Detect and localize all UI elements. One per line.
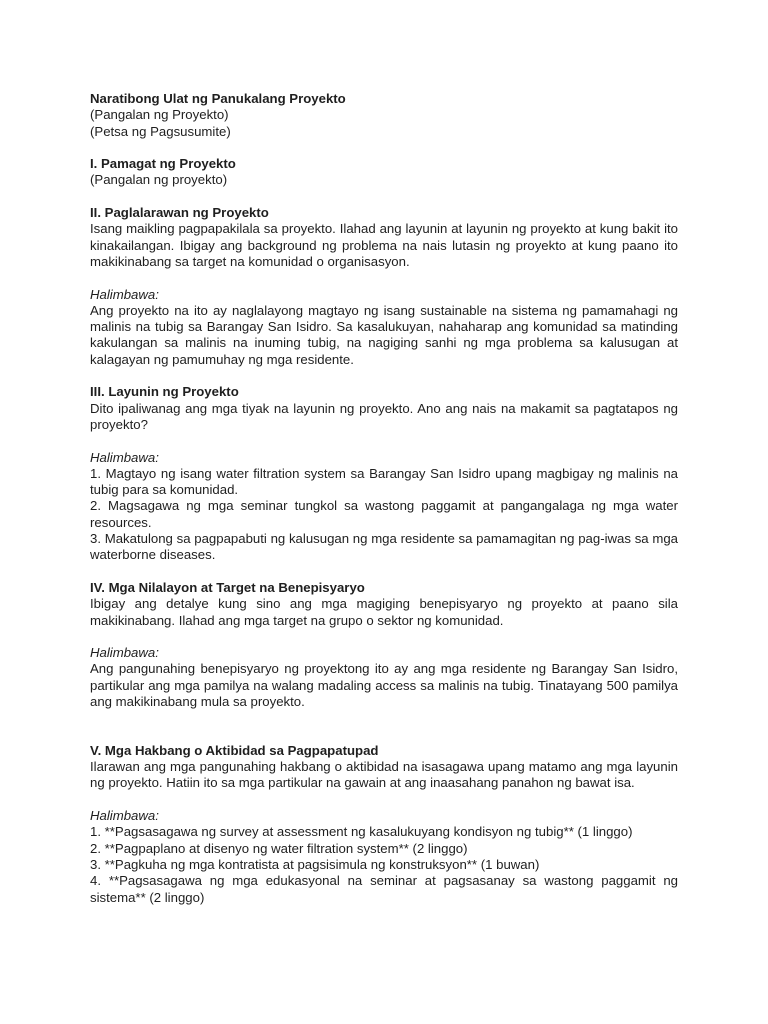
spacer bbox=[90, 189, 678, 205]
spacer bbox=[90, 368, 678, 384]
section-4-example-label: Halimbawa: bbox=[90, 645, 159, 661]
submission-date-placeholder: (Petsa ng Pagsusumite) bbox=[90, 123, 231, 139]
section-5-example-label: Halimbawa: bbox=[90, 808, 159, 824]
list-item: 2. **Pagpaplano at disenyo ng water filtration system** (2 linggo) bbox=[90, 840, 468, 856]
section-1-heading: I. Pamagat ng Proyekto bbox=[90, 156, 236, 172]
list-item: 2. Magsagawa ng mga seminar tungkol sa wastong paggamit at pangangalaga ng mga water resources. bbox=[90, 498, 678, 530]
list-item: 3. Makatulong sa pagpapabuti ng kalusugan ng mga residente sa pamamagitan ng pag-iwas sa mga waterborne diseases. bbox=[90, 531, 678, 563]
list-item: 1. Magtayo ng isang water filtration system sa Barangay San Isidro upang magbigay ng malinis na tubig para sa komunidad. bbox=[90, 465, 678, 498]
spacer bbox=[90, 140, 678, 156]
section-4-body: Ibigay ang detalye kung sino ang mga magiging benepisyaryo ng proyekto at paano sila makikinabang. Ilahad ang mga target na grupo o sektor ng komunidad. bbox=[90, 596, 678, 628]
spacer bbox=[90, 792, 678, 808]
spacer bbox=[90, 727, 678, 743]
section-3-example-label: Halimbawa: bbox=[90, 449, 159, 465]
section-4-heading: IV. Mga Nilalayon at Target na Benepisyaryo bbox=[90, 579, 365, 595]
section-5-body: Ilarawan ang mga pangunahing hakbang o aktibidad na isasagawa upang matamo ang mga layunin ng proyekto. Hatiin ito sa mga partikular na gawain at ang inaasahang panahon ng bawat isa. bbox=[90, 759, 678, 791]
list-item: 4. **Pagsasagawa ng mga edukasyonal na seminar at pagsasanay sa wastong paggamit ng sistema** (2 linggo) bbox=[90, 873, 678, 905]
spacer bbox=[90, 710, 678, 726]
section-1-body: (Pangalan ng proyekto) bbox=[90, 172, 228, 188]
section-2-example: Ang proyekto na ito ay naglalayong magtayo ng isang sustainable na sistema ng pamamahagi ng malinis na tubig sa Barangay San Isidro. Sa kasalukuyan, nahaharap ang komunidad sa matinding kakulangan sa malinis na inuming tubig, na nagiging sanhi ng mga problema sa kalusugan at kalagayan ng pamumuhay ng mga residente. bbox=[90, 302, 678, 367]
section-5-steps-list bbox=[90, 824, 678, 905]
section-3-objectives-list bbox=[90, 466, 678, 564]
spacer bbox=[90, 564, 678, 580]
spacer bbox=[90, 270, 678, 286]
document-title: Naratibong Ulat ng Panukalang Proyekto bbox=[90, 91, 346, 106]
project-name-placeholder: (Pangalan ng Proyekto) bbox=[90, 107, 229, 123]
spacer bbox=[90, 629, 678, 645]
spacer bbox=[90, 433, 678, 449]
section-2-heading: II. Paglalarawan ng Proyekto bbox=[90, 205, 269, 221]
section-3-heading: III. Layunin ng Proyekto bbox=[90, 384, 239, 400]
section-5-heading: V. Mga Hakbang o Aktibidad sa Pagpapatupad bbox=[90, 742, 379, 758]
section-3-body: Dito ipaliwanag ang mga tiyak na layunin ng proyekto. Ano ang nais na makamit sa pagtatapos ng proyekto? bbox=[90, 400, 678, 432]
section-4-example: Ang pangunahing benepisyaryo ng proyektong ito ay ang mga residente ng Barangay San Isidro, partikular ang mga pamilya na walang madaling access sa malinis na tubig. Tinatayang 500 pamilya ang makikinabang mula sa proyekto. bbox=[90, 661, 678, 709]
section-2-example-label: Halimbawa: bbox=[90, 286, 159, 302]
list-item: 1. **Pagsasagawa ng survey at assessment ng kasalukuyang kondisyon ng tubig** (1 linggo) bbox=[90, 824, 633, 840]
list-item: 3. **Pagkuha ng mga kontratista at pagsisimula ng konstruksyon** (1 buwan) bbox=[90, 856, 540, 872]
section-2-body: Isang maikling pagpapakilala sa proyekto. Ilahad ang layunin at layunin ng proyekto at kung bakit ito kinakailangan. Ibigay ang background ng problema na nais lutasin ng proyekto at kung paano ito makikinabang sa target na komunidad o organisasyon. bbox=[90, 221, 678, 269]
